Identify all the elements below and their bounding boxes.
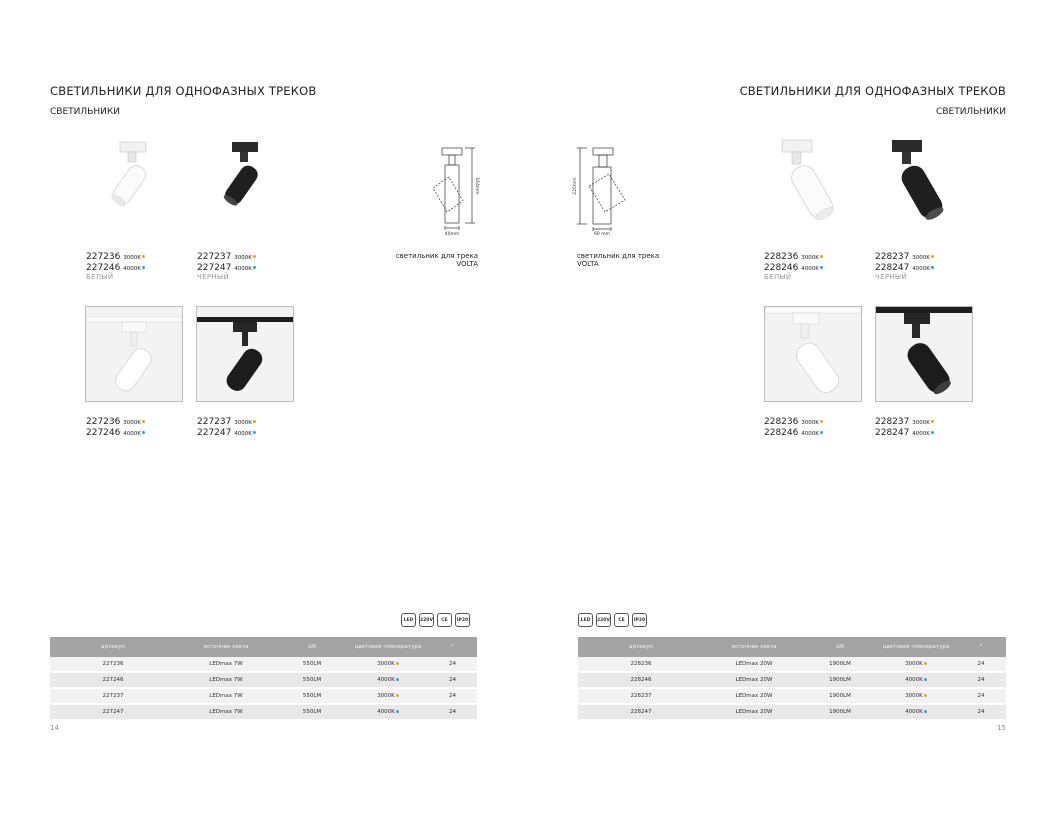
table-cell: 550LM (276, 672, 348, 688)
warm-dot (253, 255, 256, 258)
spec-table (50, 637, 477, 721)
page-title: СВЕТИЛЬНИКИ ДЛЯ ОДНОФАЗНЫХ ТРЕКОВ (739, 84, 1006, 98)
table-cell: 4000K (876, 672, 956, 688)
white-spotlight-image (776, 134, 846, 228)
white-spotlight-image (100, 136, 160, 220)
page-number: 14 (50, 724, 59, 732)
table-cell: 227236 (50, 657, 176, 672)
table-cell: LEDmax 20W (704, 688, 804, 704)
color-temp: 3000K (801, 255, 819, 261)
diagram-caption-line: VOLTA (456, 260, 478, 268)
article-code: 228236 (764, 252, 799, 262)
product-codes (197, 417, 256, 439)
article-code: 227246 (86, 263, 121, 273)
table-cell: 550LM (276, 657, 348, 672)
column-header: артикул (50, 637, 176, 657)
warm-dot (142, 255, 145, 258)
cool-dot (820, 431, 823, 434)
table-cell: 550LM (276, 704, 348, 720)
color-temp: 4000K (123, 266, 141, 272)
color-name: ЧЕРНЫЙ (197, 273, 229, 281)
color-temp: 4000K (801, 431, 819, 437)
product-codes (86, 252, 145, 274)
color-temp: 4000K (234, 431, 252, 437)
page-subtitle: СВЕТИЛЬНИКИ (50, 107, 120, 117)
cool-dot (253, 431, 256, 434)
table-cell: 24 (428, 672, 477, 688)
table-row (50, 688, 477, 704)
color-temp: 3000K (234, 420, 252, 426)
color-temp: 4000K (123, 431, 141, 437)
warm-dot (142, 420, 145, 423)
table-row (578, 672, 1006, 688)
dimension-width-label: 40mm (444, 232, 460, 236)
cool-dot (931, 431, 934, 434)
certification-badges (578, 613, 647, 627)
column-header: источник света (704, 637, 804, 657)
spec-table (578, 637, 1006, 721)
cool-dot (931, 266, 934, 269)
table-cell: LEDmax 7W (176, 672, 276, 688)
table-cell: 550LM (276, 688, 348, 704)
warm-dot (820, 255, 823, 258)
black-spotlight-image (886, 134, 956, 228)
white-spotlight-installed-image (764, 306, 862, 402)
color-name: БЕЛЫЙ (764, 273, 792, 281)
article-code: 227237 (197, 252, 232, 262)
article-code: 228237 (875, 417, 910, 427)
article-code: 227247 (197, 263, 232, 273)
table-cell: 228236 (578, 657, 704, 672)
warm-dot (253, 420, 256, 423)
table-cell: LEDmax 20W (704, 704, 804, 720)
table-cell: 228237 (578, 688, 704, 704)
dimension-height-label: 164mm (474, 177, 479, 195)
color-temp: 3000K (801, 420, 819, 426)
table-row (578, 704, 1006, 720)
color-temp: 4000K (234, 266, 252, 272)
table-cell: 3000K (876, 688, 956, 704)
voltage-icon: 220V (419, 613, 434, 627)
table-cell: 24 (428, 688, 477, 704)
column-header: LM (804, 637, 876, 657)
warm-dot (924, 662, 927, 665)
article-code: 228247 (875, 263, 910, 273)
ip-rating-icon: IP20 (455, 613, 470, 627)
table-cell: 4000K (876, 704, 956, 720)
table-cell: 227246 (50, 672, 176, 688)
color-temp: 3000K (123, 255, 141, 261)
cool-dot (253, 266, 256, 269)
cool-dot (142, 431, 145, 434)
warm-dot (931, 420, 934, 423)
table-header-row (578, 637, 1006, 657)
table-cell: 4000K (348, 704, 428, 720)
warm-dot (924, 694, 927, 697)
table-cell: 24 (956, 657, 1006, 672)
article-code: 227247 (197, 428, 232, 438)
table-row (50, 704, 477, 720)
diagram-caption-line: VOLTA (577, 260, 599, 268)
column-header: ° (428, 637, 477, 657)
color-name: ЧЕРНЫЙ (875, 273, 907, 281)
cool-dot (142, 266, 145, 269)
color-name: БЕЛЫЙ (86, 273, 114, 281)
table-row (578, 657, 1006, 672)
page-subtitle: СВЕТИЛЬНИКИ (936, 107, 1006, 117)
diagram-caption-line: светильник для трека (395, 252, 478, 260)
table-cell: 3000K (876, 657, 956, 672)
article-code: 228246 (764, 263, 799, 273)
column-header: цветовая температура (876, 637, 956, 657)
ce-mark-icon: CE (614, 613, 629, 627)
product-codes (875, 252, 934, 274)
product-codes (197, 252, 256, 274)
column-header: ° (956, 637, 1006, 657)
dimension-drawing (425, 144, 485, 236)
diagram-caption-line: светильник для трека (577, 252, 660, 260)
table-row (50, 672, 477, 688)
table-cell: 1900LM (804, 657, 876, 672)
article-code: 228237 (875, 252, 910, 262)
table-cell: 3000K (348, 657, 428, 672)
table-cell: 228247 (578, 704, 704, 720)
article-code: 227236 (86, 417, 121, 427)
table-cell: 1900LM (804, 704, 876, 720)
article-code: 228246 (764, 428, 799, 438)
ce-mark-icon: CE (437, 613, 452, 627)
cool-dot (396, 710, 399, 713)
column-header: источник света (176, 637, 276, 657)
diagram-caption (577, 252, 677, 268)
table-cell: LEDmax 7W (176, 704, 276, 720)
black-spotlight-installed-image (196, 306, 294, 402)
table-cell: 24 (428, 704, 477, 720)
color-temp: 3000K (234, 255, 252, 261)
product-codes (875, 417, 934, 439)
product-codes (764, 252, 823, 274)
color-temp: 4000K (912, 266, 930, 272)
table-header-row (50, 637, 477, 657)
voltage-icon: 220V (596, 613, 611, 627)
warm-dot (396, 694, 399, 697)
table-cell: 24 (956, 704, 1006, 720)
table-cell: LEDmax 7W (176, 688, 276, 704)
article-code: 227237 (197, 417, 232, 427)
dimension-height-label: 220mm (573, 177, 578, 195)
cool-dot (820, 266, 823, 269)
table-cell: 3000K (348, 688, 428, 704)
article-code: 228236 (764, 417, 799, 427)
page-number: 15 (997, 724, 1006, 732)
color-temp: 3000K (123, 420, 141, 426)
color-temp: 3000K (912, 255, 930, 261)
article-code: 228247 (875, 428, 910, 438)
ip-rating-icon: IP20 (632, 613, 647, 627)
white-spotlight-installed-image (85, 306, 183, 402)
table-cell: 227237 (50, 688, 176, 704)
cool-dot (924, 710, 927, 713)
product-codes (764, 417, 823, 439)
column-header: LM (276, 637, 348, 657)
table-cell: LEDmax 7W (176, 657, 276, 672)
dimension-width-label: 60 mm (594, 232, 610, 236)
warm-dot (820, 420, 823, 423)
table-cell: 24 (428, 657, 477, 672)
cool-dot (396, 678, 399, 681)
table-cell: 1900LM (804, 688, 876, 704)
article-code: 227236 (86, 252, 121, 262)
black-spotlight-image (212, 136, 272, 220)
column-header: артикул (578, 637, 704, 657)
table-cell: 1900LM (804, 672, 876, 688)
table-row (50, 657, 477, 672)
table-cell: LEDmax 20W (704, 672, 804, 688)
table-cell: 227247 (50, 704, 176, 720)
column-header: цветовая температура (348, 637, 428, 657)
black-spotlight-installed-image (875, 306, 973, 402)
dimension-drawing (567, 144, 633, 236)
color-temp: 4000K (912, 431, 930, 437)
table-cell: 24 (956, 672, 1006, 688)
table-cell: LEDmax 20W (704, 657, 804, 672)
color-temp: 4000K (801, 266, 819, 272)
warm-dot (396, 662, 399, 665)
led-icon: LED (578, 613, 593, 627)
table-cell: 24 (956, 688, 1006, 704)
led-icon: LED (401, 613, 416, 627)
diagram-caption (386, 252, 478, 268)
color-temp: 3000K (912, 420, 930, 426)
table-cell: 4000K (348, 672, 428, 688)
warm-dot (931, 255, 934, 258)
certification-badges (401, 613, 470, 627)
article-code: 227246 (86, 428, 121, 438)
cool-dot (924, 678, 927, 681)
table-row (578, 688, 1006, 704)
table-cell: 228246 (578, 672, 704, 688)
page-title: СВЕТИЛЬНИКИ ДЛЯ ОДНОФАЗНЫХ ТРЕКОВ (50, 84, 317, 98)
product-codes (86, 417, 145, 439)
